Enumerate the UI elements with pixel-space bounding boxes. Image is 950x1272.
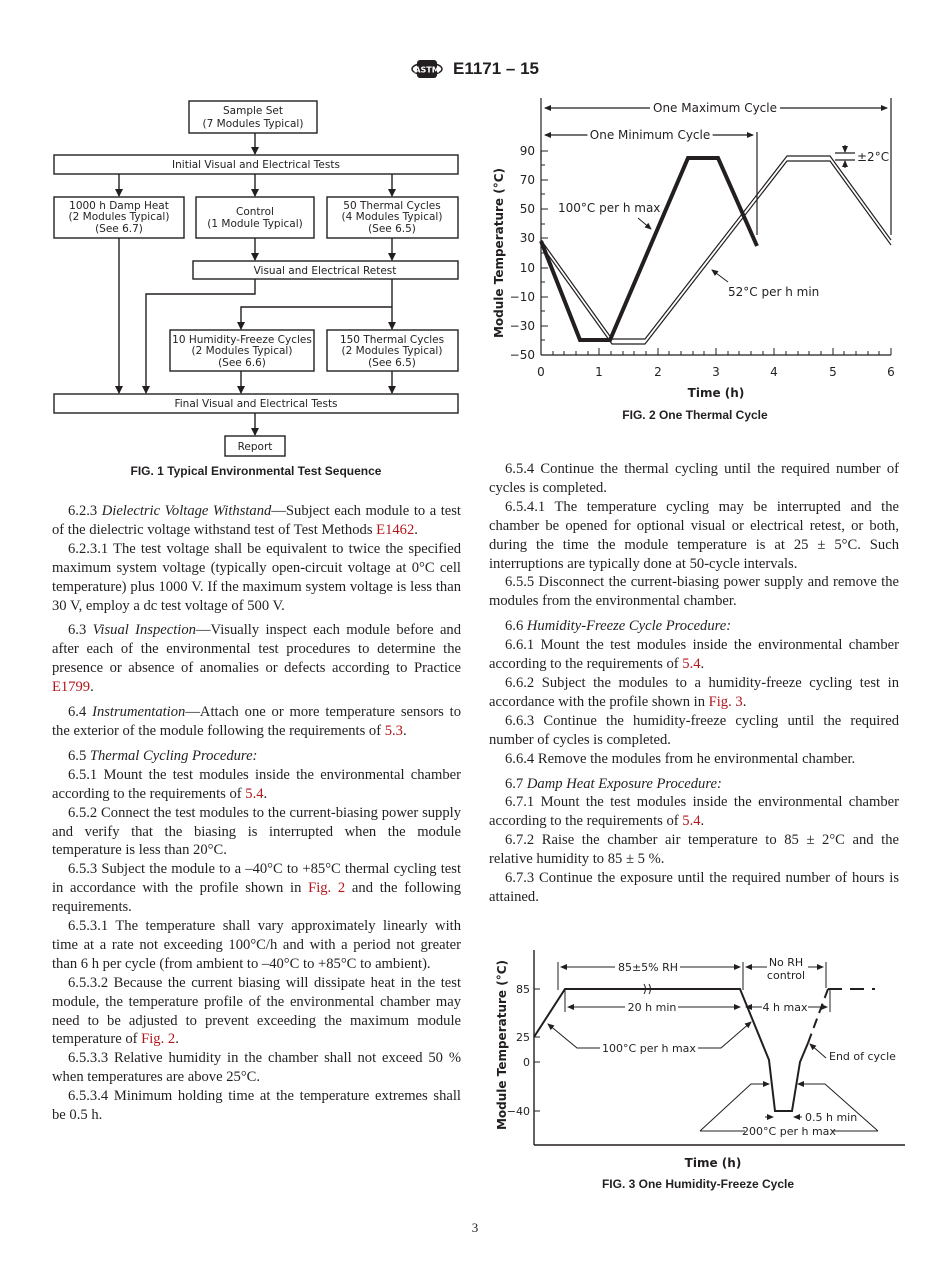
fig3-xlabel: Time (h) [684, 1156, 742, 1170]
para-6-5-3-3: 6.5.3.3 Relative humidity in the chamber shall not exceed 50 % when temperatures are above 25°C. [52, 1050, 461, 1086]
label-damp-heat-ref: (See 6.7) [95, 223, 143, 235]
para-6-7-3: 6.7.3 Continue the exposure until the required number of hours is attained. [489, 870, 899, 905]
fig3-ytick: −40 [506, 1105, 530, 1118]
fig2-ytick: 10 [519, 261, 535, 275]
link-fig-2[interactable]: Fig. 2 [308, 880, 346, 897]
link-fig-3[interactable]: Fig. 3 [708, 693, 743, 710]
fig3-ytick: 25 [516, 1031, 530, 1044]
fig3-no-rh-label: No RH [768, 956, 804, 969]
fig2-chart [485, 95, 905, 405]
fig2-min-cycle-line [541, 158, 757, 340]
fig3-end-of-cycle-label: End of cycle [829, 1050, 896, 1063]
para-6-5-4: 6.5.4 Continue the thermal cycling until the required number of cycles is completed. [489, 461, 899, 496]
fig2-ytick: 90 [519, 144, 535, 158]
fig2-ytick: 50 [519, 202, 535, 216]
label-thermal-50-count: (4 Modules Typical) [341, 211, 443, 223]
para-6-7-1: 6.7.1 Mount the test modules inside the environmental chamber according to the requirements of 5.4. [489, 794, 899, 830]
fig2-ytick: −30 [509, 319, 535, 333]
fig2-ytick: 30 [519, 231, 535, 245]
para-6-5-3-2: 6.5.3.2 Because the current biasing will dissipate heat in the test module, the temperature profile of the environmental chamber may need to be adjusted to prevent exceeding the maximum module temperature of Fig. 2. [52, 974, 461, 1048]
link-e1799[interactable]: E1799 [52, 679, 91, 696]
para-6-2-3: 6.2.3 Dielectric Voltage Withstand—Subject each module to a test of the dielectric voltage withstand test of Test Methods E1462. [52, 503, 461, 538]
fig1-flowchart [50, 95, 470, 465]
para-6-5-2: 6.5.2 Connect the test modules to the current-biasing power supply and verify that the biasing is interrupted when the module temperature is less than 20°C. [52, 804, 461, 859]
para-6-6-3: 6.6.3 Continue the humidity-freeze cycling until the required number of cycles is completed. [489, 712, 899, 748]
fig2-xtick: 4 [770, 365, 778, 379]
para-6-5-4-1: 6.5.4.1 The temperature cycling may be interrupted and the chamber be opened for optional visual or electrical retest, or both, during the time the module temperature is at 25 ± 5°C. Such interruptions are typically done at 50-cycle intervals. [489, 498, 899, 572]
svg-text:ASTM: ASTM [414, 65, 440, 75]
fig2-max-cycle-label: One Maximum Cycle [653, 101, 777, 115]
label-control: Control [236, 206, 274, 218]
para-6-6: 6.6 Humidity-Freeze Cycle Procedure: [505, 618, 732, 635]
para-6-5-1: 6.5.1 Mount the test modules inside the environmental chamber according to the requirements of 5.4. [52, 766, 461, 802]
para-6-7-2: 6.7.2 Raise the chamber air temperature to 85 ± 2°C and the relative humidity to 85 ± 5 %. [489, 832, 899, 868]
label-report: Report [237, 441, 273, 453]
para-6-3: 6.3 Visual Inspection—Visually inspect each module before and after each of the environmental test procedures to determine the presence or absence of anomalies or defects according to Practice E1799. [52, 622, 462, 696]
label-final-tests: Final Visual and Electrical Tests [174, 398, 338, 410]
fig2-xlabel: Time (h) [687, 386, 745, 400]
label-sample-set-count: (7 Modules Typical) [202, 118, 304, 130]
label-damp-heat: 1000 h Damp Heat [69, 200, 169, 212]
label-retest: Visual and Electrical Retest [253, 265, 397, 277]
link-5-4[interactable]: 5.4 [682, 656, 701, 673]
fig3-4h-max-label: 4 h max [762, 1001, 808, 1014]
para-6-5-3-4: 6.5.3.4 Minimum holding time at the temperature extremes shall be 0.5 h. [52, 1088, 461, 1124]
fig3-ylabel: Module Temperature (°C) [495, 959, 509, 1131]
standard-designation: E1171 – 15 [452, 59, 540, 78]
label-thermal-50: 50 Thermal Cycles [343, 200, 441, 212]
link-5-4[interactable]: 5.4 [682, 813, 701, 830]
fig3-ramp-label: 100°C per h max [602, 1042, 696, 1055]
label-humidity-freeze-ref: (See 6.6) [218, 357, 266, 369]
fig3-fast-ramp-label: 200°C per h max [742, 1125, 836, 1138]
para-6-5-5: 6.5.5 Disconnect the current-biasing power supply and remove the modules from the environmental chamber. [489, 574, 899, 610]
right-text-column [489, 460, 899, 907]
para-6-6-4: 6.6.4 Remove the modules from he environmental chamber. [505, 750, 856, 767]
fig2-fast-rate-label: 100°C per h max [558, 201, 661, 215]
fig2-tolerance-label: ±2°C [857, 150, 890, 164]
label-thermal-150-ref: (See 6.5) [368, 357, 416, 369]
fig3-caption: FIG. 3 One Humidity-Freeze Cycle [601, 1177, 795, 1191]
para-6-5-3: 6.5.3 Subject the module to a –40°C to +85°C thermal cycling test in accordance with the profile shown in Fig. 2 and the following requirements. [52, 861, 461, 916]
fig3-hold-label: 0.5 h min [805, 1111, 858, 1124]
link-5-4[interactable]: 5.4 [245, 785, 264, 802]
fig2-ytick: −50 [509, 348, 535, 362]
fig3-ytick: 85 [516, 983, 530, 996]
para-6-5-3-1: 6.5.3.1 The temperature shall vary approximately linearly with time at a rate not exceeding 100°C/h and with a period not greater than 6 h per cycle (from ambient to –40°C to +85°C to ambient). [52, 918, 461, 972]
label-humidity-freeze: 10 Humidity-Freeze Cycles [172, 334, 312, 346]
para-6-6-2: 6.6.2 Subject the modules to a humidity-freeze cycling test in accordance with the profile shown in Fig. 3. [489, 674, 899, 710]
para-6-7: 6.7 Damp Heat Exposure Procedure: [505, 775, 722, 792]
link-e1462[interactable]: E1462 [376, 521, 415, 538]
fig3-ytick: 0 [523, 1056, 530, 1069]
fig2-caption: FIG. 2 One Thermal Cycle [622, 408, 768, 422]
fig2-min-cycle-label: One Minimum Cycle [589, 128, 711, 142]
fig2-max-cycle-line-a [541, 156, 891, 339]
astm-logo-icon [411, 57, 443, 81]
fig2-xtick: 5 [829, 365, 837, 379]
fig2-xtick: 0 [537, 365, 545, 379]
fig3-dwell-label: 20 h min [627, 1001, 677, 1014]
para-6-5: 6.5 Thermal Cycling Procedure: [68, 747, 258, 764]
fig3-no-rh-label-2: control [766, 969, 806, 982]
fig2-xtick: 3 [712, 365, 720, 379]
fig2-ytick: −10 [509, 290, 535, 304]
label-thermal-50-ref: (See 6.5) [368, 223, 416, 235]
label-damp-heat-count: (2 Modules Typical) [68, 211, 170, 223]
para-6-4: 6.4 Instrumentation—Attach one or more temperature sensors to the exterior of the module following the requirements of 5.3. [52, 704, 462, 739]
page-header [0, 57, 950, 81]
label-initial-tests: Initial Visual and Electrical Tests [172, 159, 340, 171]
label-sample-set: Sample Set [223, 105, 283, 117]
label-thermal-150: 150 Thermal Cycles [339, 334, 445, 346]
fig3-rh-label: 85±5% RH [617, 961, 679, 974]
fig2-ytick: 70 [519, 173, 535, 187]
label-humidity-freeze-count: (2 Modules Typical) [191, 345, 293, 357]
para-6-2-3-1: 6.2.3.1 The test voltage shall be equivalent to twice the specified maximum system voltage (typically open-circuit voltage at 0°C cell temperature) plus 1000 V. If the maximum system voltage is less than 30 V, employ a dc test voltage of 500 V. [52, 540, 461, 614]
fig2-xtick: 6 [887, 365, 895, 379]
link-5-3[interactable]: 5.3 [384, 722, 403, 739]
fig2-slow-rate-label: 52°C per h min [728, 285, 820, 299]
fig2-xtick: 2 [654, 365, 662, 379]
label-thermal-150-count: (2 Modules Typical) [341, 345, 443, 357]
fig1-caption: FIG. 1 Typical Environmental Test Sequence [130, 464, 382, 478]
fig3-chart [488, 945, 908, 1175]
label-control-count: (1 Module Typical) [207, 218, 303, 230]
fig2-ylabel: Module Temperature (°C) [492, 167, 506, 339]
para-6-6-1: 6.6.1 Mount the test modules inside the environmental chamber according to the requirements of 5.4. [489, 637, 899, 673]
left-text-column [52, 502, 461, 1125]
fig2-max-cycle-line-b [541, 161, 891, 344]
fig2-xtick: 1 [595, 365, 603, 379]
page-number: 3 [471, 1220, 479, 1235]
link-fig-2[interactable]: Fig. 2 [141, 1031, 176, 1048]
